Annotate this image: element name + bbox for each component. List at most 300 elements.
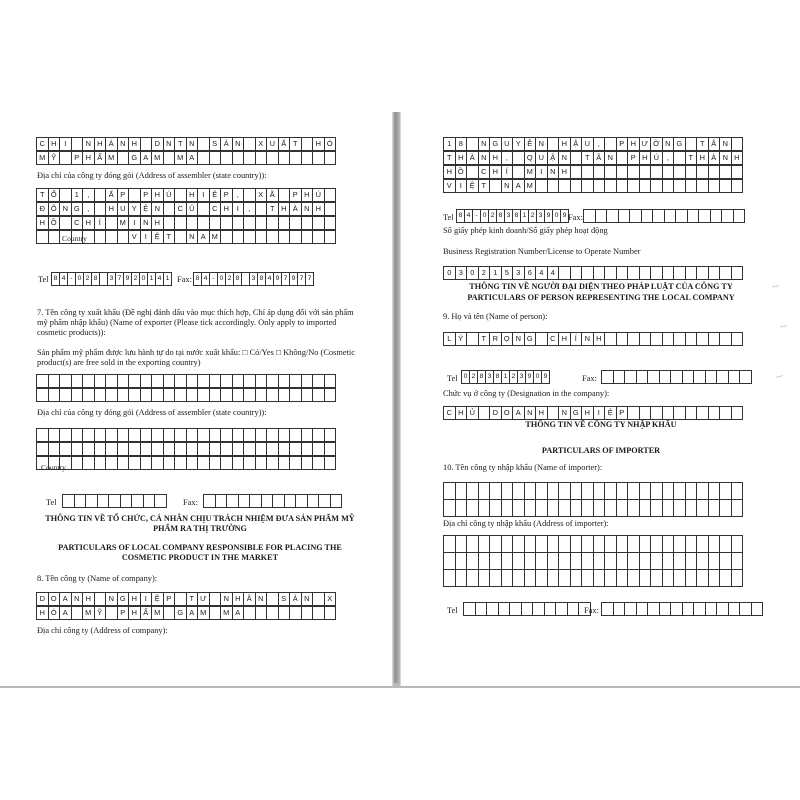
grid-cell: O: [501, 406, 514, 420]
grid-cell: [731, 332, 744, 346]
grid-cell: H: [489, 151, 502, 165]
address-grid-3: [443, 165, 742, 179]
grid-cell: 0: [533, 370, 542, 384]
grid-cell: 3: [249, 272, 258, 286]
grid-cell: C: [547, 332, 560, 346]
grid-cell: 3: [517, 370, 526, 384]
grid-cell: Â: [708, 137, 721, 151]
grid-cell: 2: [225, 272, 234, 286]
grid-cell: H: [82, 592, 95, 606]
grid-cell: À: [708, 151, 721, 165]
company-grid-1: [36, 592, 335, 606]
grid-cell: [739, 370, 752, 384]
grid-cell: P: [117, 188, 130, 202]
heading-local-company-vn: THÔNG TIN VỀ TỔ CHỨC, CÁ NHÂN CHỊU TRÁCH NHIỆM ĐƯA SẢN PHẨM MỸ PHẨM RA THỊ TRƯỜNG: [45, 514, 355, 533]
grid-cell: Ả: [289, 592, 302, 606]
grid-cell: M: [524, 179, 537, 193]
grid-cell: 4: [547, 266, 560, 280]
grid-cell: [324, 216, 337, 230]
grid-cell: 6: [524, 266, 537, 280]
grid-cell: Ệ: [151, 230, 164, 244]
tel-label: Tel: [38, 275, 49, 284]
grid-cell: H: [581, 406, 594, 420]
grid-cell: 3: [485, 370, 494, 384]
grid-cell: M: [105, 151, 118, 165]
grid-cell: N: [478, 151, 491, 165]
exporter-grid-1: [36, 374, 335, 388]
grid-cell: G: [128, 151, 141, 165]
grid-cell: H: [82, 216, 95, 230]
grid-cell: U: [117, 202, 130, 216]
grid-cell: S: [278, 592, 291, 606]
grid-cell: N: [512, 332, 525, 346]
grid-cell: Ỹ: [48, 151, 61, 165]
company-name-grid-1: [36, 137, 335, 151]
grid-cell: Ú: [650, 151, 663, 165]
grid-cell: [731, 406, 744, 420]
grid-cell: 0: [443, 266, 456, 280]
grid-cell: H: [443, 165, 456, 179]
grid-cell: M: [82, 606, 95, 620]
grid-cell: 9: [560, 209, 569, 223]
grid-cell: T: [289, 137, 302, 151]
grid-cell: H: [48, 137, 61, 151]
grid-cell: A: [197, 230, 210, 244]
grid-cell: H: [558, 165, 571, 179]
grid-cell: 0: [466, 266, 479, 280]
grid-cell: 0: [75, 272, 84, 286]
grid-cell: 4: [535, 266, 548, 280]
address-grid-2: [443, 151, 742, 165]
tel-label-2: Tel: [46, 498, 57, 507]
importer-grid-1: [443, 482, 742, 500]
grid-cell: 3: [512, 266, 525, 280]
grid-cell: T: [478, 179, 491, 193]
grid-cell: N: [186, 137, 199, 151]
grid-cell: 3: [107, 272, 116, 286]
item7-label: 7. Tên công ty xuất khẩu (Đề nghị đánh dấu vào mục thích hợp, Chỉ áp dụng đối với sản phẩm mỹ phẩm nhập khẩu) (Name of exporter (Please tick accordingly. Only apply to imported cosmetic products)):: [37, 308, 354, 337]
grid-cell: 3: [536, 209, 545, 223]
grid-cell: H: [151, 216, 164, 230]
grid-cell: G: [174, 606, 187, 620]
grid-cell: 0: [217, 272, 226, 286]
grid-cell: 1: [163, 272, 172, 286]
grid-cell: H: [593, 332, 606, 346]
grid-cell: 2: [83, 272, 92, 286]
grid-cell: N: [71, 592, 84, 606]
grid-cell: 3: [455, 266, 468, 280]
heading-importer-en: PARTICULARS OF IMPORTER: [541, 446, 661, 455]
grid-cell: 2: [469, 370, 478, 384]
grid-cell: N: [151, 202, 164, 216]
grid-cell: N: [535, 137, 548, 151]
grid-cell: 1: [443, 137, 456, 151]
grid-cell: V: [443, 179, 456, 193]
fax-label-2: Fax:: [183, 498, 198, 507]
grid-cell: A: [186, 606, 199, 620]
assembler-address-label-2: Địa chỉ của công ty đóng gói (Address of assembler (state country)):: [37, 408, 267, 417]
grid-cell: X: [324, 592, 337, 606]
grid-cell: Ô: [48, 202, 61, 216]
grid-cell: M: [117, 216, 130, 230]
grid-cell: P: [289, 188, 302, 202]
company-grid-2: [36, 606, 335, 620]
grid-cell: ,: [662, 151, 675, 165]
grid-cell: 8: [257, 272, 266, 286]
fax-label: Fax:: [177, 275, 192, 284]
grid-cell: ,: [243, 202, 256, 216]
grid-cell: A: [512, 406, 525, 420]
grid-cell: H: [232, 592, 245, 606]
grid-cell: N: [719, 151, 732, 165]
grid-cell: 8: [496, 209, 505, 223]
grid-cell: 8: [477, 370, 486, 384]
grid-cell: Ấ: [105, 188, 118, 202]
grid-cell: H: [312, 137, 325, 151]
license-grid: [443, 266, 742, 280]
grid-cell: H: [731, 151, 744, 165]
grid-cell: C: [71, 216, 84, 230]
grid-cell: H: [36, 606, 49, 620]
item9-label: 9. Họ và tên (Name of person):: [443, 312, 548, 321]
grid-cell: T: [478, 332, 491, 346]
grid-cell: N: [501, 179, 514, 193]
grid-cell: Ư: [639, 137, 652, 151]
grid-cell: Ấ: [278, 137, 291, 151]
grid-cell: G: [570, 406, 583, 420]
grid-cell: A: [186, 151, 199, 165]
scan-background: [0, 688, 800, 800]
grid-cell: T: [163, 230, 176, 244]
grid-cell: U: [266, 137, 279, 151]
grid-cell: N: [186, 230, 199, 244]
fax-label-right: Fax:: [568, 213, 583, 222]
grid-cell: T: [443, 151, 456, 165]
grid-cell: Ệ: [604, 406, 617, 420]
grid-cell: [330, 494, 343, 508]
grid-cell: N: [117, 137, 130, 151]
grid-cell: Ả: [220, 137, 233, 151]
fax-label-right-3: Fax:: [584, 606, 599, 615]
grid-cell: C: [174, 202, 187, 216]
grid-cell: Ồ: [455, 165, 468, 179]
grid-cell: A: [232, 606, 245, 620]
country-label: Country: [62, 234, 87, 243]
heading-importer-vn: THÔNG TIN VỀ CÔNG TY NHẬP KHẨU: [525, 420, 677, 429]
grid-cell: 8: [512, 209, 521, 223]
grid-cell: 1: [147, 272, 156, 286]
grid-cell: [324, 606, 337, 620]
grid-cell: 4: [464, 209, 473, 223]
grid-cell: H: [696, 151, 709, 165]
grid-cell: A: [512, 179, 525, 193]
grid-cell: P: [117, 606, 130, 620]
grid-cell: T: [266, 202, 279, 216]
grid-cell: C: [443, 406, 456, 420]
page-gutter: [392, 112, 400, 686]
grid-cell: T: [685, 151, 698, 165]
grid-cell: H: [312, 202, 325, 216]
grid-cell: H: [128, 606, 141, 620]
grid-cell: Á: [105, 137, 118, 151]
left-page: [0, 112, 393, 686]
heading-representative-en: PARTICULARS OF PERSON REPRESENTING THE LOCAL COMPANY: [467, 293, 735, 302]
grid-cell: Y: [512, 137, 525, 151]
grid-cell: N: [558, 151, 571, 165]
grid-cell: 8: [193, 272, 202, 286]
grid-cell: P: [163, 592, 176, 606]
grid-cell: 8: [455, 137, 468, 151]
assembler-address-grid-1: [36, 188, 335, 202]
grid-cell: A: [59, 606, 72, 620]
heading-local-company-en: PARTICULARS OF LOCAL COMPANY RESPONSIBLE FOR PLACING THE COSMETIC PRODUCT IN THE MARKET: [58, 543, 342, 562]
grid-cell: 8: [233, 272, 242, 286]
grid-cell: A: [59, 592, 72, 606]
grid-cell: H: [186, 188, 199, 202]
assembler-address-label: Địa chỉ của công ty đóng gói (Address of assembler (state country)):: [37, 171, 267, 180]
grid-cell: Ú: [163, 188, 176, 202]
grid-cell: T: [174, 137, 187, 151]
grid-cell: 7: [305, 272, 314, 286]
grid-cell: C: [478, 165, 491, 179]
grid-cell: Ó: [324, 137, 337, 151]
importer-address-label: Địa chỉ công ty nhập khẩu (Address of importer):: [443, 519, 609, 528]
grid-cell: M: [36, 151, 49, 165]
grid-cell: [731, 535, 744, 553]
grid-cell: H: [151, 188, 164, 202]
grid-cell: H: [627, 137, 640, 151]
grid-cell: Ú: [312, 188, 325, 202]
grid-cell: ,: [232, 188, 245, 202]
grid-cell: 9: [273, 272, 282, 286]
grid-cell: I: [128, 216, 141, 230]
grid-cell: [324, 188, 337, 202]
address-grid-4: [443, 179, 742, 193]
tel-label-right-3: Tel: [447, 606, 458, 615]
grid-cell: 5: [501, 266, 514, 280]
grid-cell: H: [455, 151, 468, 165]
grid-cell: Í: [501, 165, 514, 179]
grid-cell: I: [232, 202, 245, 216]
grid-cell: I: [59, 137, 72, 151]
company-address-label: Địa chỉ công ty (Address of company):: [37, 626, 168, 635]
address-grid-1: [443, 137, 742, 151]
heading-representative-vn: THÔNG TIN VỀ NGƯỜI ĐẠI DIỆN THEO PHÁP LUẬT CỦA CÔNG TY: [469, 282, 733, 291]
grid-cell: 7: [297, 272, 306, 286]
grid-cell: H: [220, 202, 233, 216]
grid-cell: I: [140, 592, 153, 606]
grid-cell: S: [209, 137, 222, 151]
grid-cell: V: [128, 230, 141, 244]
grid-cell: H: [94, 137, 107, 151]
grid-cell: 2: [509, 370, 518, 384]
grid-cell: H: [105, 202, 118, 216]
grid-cell: À: [466, 151, 479, 165]
grid-cell: N: [524, 406, 537, 420]
grid-cell: N: [662, 137, 675, 151]
grid-cell: 8: [493, 370, 502, 384]
grid-cell: H: [535, 406, 548, 420]
grid-cell: T: [581, 151, 594, 165]
grid-cell: 2: [528, 209, 537, 223]
stamp-mark-3: ⌇: [774, 373, 784, 380]
grid-cell: H: [455, 406, 468, 420]
grid-cell: A: [140, 151, 153, 165]
grid-cell: 8: [91, 272, 100, 286]
grid-cell: U: [501, 137, 514, 151]
grid-cell: N: [255, 592, 268, 606]
fax-grid-2: [203, 494, 341, 508]
grid-cell: M: [524, 165, 537, 179]
grid-cell: [731, 179, 744, 193]
right-page: [400, 112, 800, 686]
grid-cell: H: [558, 332, 571, 346]
grid-cell: Ờ: [650, 137, 663, 151]
grid-cell: N: [547, 165, 560, 179]
grid-cell: H: [639, 151, 652, 165]
grid-cell: G: [673, 137, 686, 151]
grid-cell: N: [163, 137, 176, 151]
grid-cell: N: [82, 137, 95, 151]
grid-cell: [731, 499, 744, 517]
grid-cell: 1: [501, 370, 510, 384]
grid-cell: 9: [123, 272, 132, 286]
tel-label-right: Tel: [443, 213, 454, 222]
grid-cell: -: [472, 209, 481, 223]
grid-cell: 1: [489, 266, 502, 280]
fax-grid-right-2: [601, 370, 751, 384]
grid-cell: N: [301, 202, 314, 216]
grid-cell: H: [489, 165, 502, 179]
grid-cell: I: [455, 179, 468, 193]
grid-cell: Ó: [48, 606, 61, 620]
grid-cell: M: [151, 151, 164, 165]
grid-cell: I: [535, 165, 548, 179]
grid-cell: 0: [461, 370, 470, 384]
grid-cell: 2: [131, 272, 140, 286]
grid-cell: 0: [139, 272, 148, 286]
grid-cell: D: [36, 592, 49, 606]
grid-cell: [731, 266, 744, 280]
grid-cell: Ư: [197, 592, 210, 606]
grid-cell: P: [140, 188, 153, 202]
fax-label-right-2: Fax:: [582, 374, 597, 383]
grid-cell: 1: [71, 188, 84, 202]
grid-cell: X: [255, 188, 268, 202]
tel-grid-right-2: [461, 370, 549, 384]
grid-cell: M: [174, 151, 187, 165]
designation-grid: [443, 406, 742, 420]
grid-cell: N: [59, 202, 72, 216]
grid-cell: G: [489, 137, 502, 151]
grid-cell: I: [197, 188, 210, 202]
grid-cell: T: [696, 137, 709, 151]
grid-cell: M: [209, 230, 222, 244]
grid-cell: 3: [504, 209, 513, 223]
grid-cell: -: [209, 272, 218, 286]
grid-cell: Â: [593, 151, 606, 165]
grid-cell: Ệ: [140, 202, 153, 216]
grid-cell: G: [71, 202, 84, 216]
tel-grid: [51, 272, 171, 286]
exporter-grid-2: [36, 388, 335, 402]
license-label: Số giấy phép kinh doanh/Số giấy phép hoạt động: [443, 226, 608, 235]
grid-cell: [731, 482, 744, 500]
grid-cell: [731, 569, 744, 587]
grid-cell: Ệ: [466, 179, 479, 193]
grid-cell: 2: [488, 209, 497, 223]
grid-cell: Y: [128, 202, 141, 216]
grid-cell: [731, 552, 744, 570]
grid-cell: H: [128, 137, 141, 151]
grid-cell: Ổ: [48, 188, 61, 202]
grid-cell: ,: [82, 202, 95, 216]
grid-cell: C: [209, 202, 222, 216]
stamp-mark-2: ⌇: [778, 323, 788, 330]
free-sale-text: Sản phẩm mỹ phẩm được lưu hành tự do tại nước xuất khẩu: □ Có/Yes □ Không/No (Cosmetic product(s) are free sold in the exporting country): [37, 348, 355, 367]
assembler-address-grid-3: [36, 216, 335, 230]
fax-grid-right-3: [601, 602, 762, 616]
tel-grid-2: [62, 494, 166, 508]
grid-cell: H: [128, 592, 141, 606]
assembler2-grid-1: [36, 428, 335, 442]
importer-address-grid-2: [443, 552, 742, 570]
importer-grid-2: [443, 499, 742, 517]
grid-cell: Ễ: [524, 137, 537, 151]
grid-cell: P: [616, 137, 629, 151]
grid-cell: D: [489, 406, 502, 420]
grid-cell: [324, 202, 337, 216]
grid-cell: U: [535, 151, 548, 165]
grid-cell: [324, 374, 337, 388]
grid-cell: 7: [115, 272, 124, 286]
grid-cell: P: [616, 406, 629, 420]
grid-cell: 0: [480, 209, 489, 223]
grid-cell: [324, 456, 337, 470]
grid-cell: Q: [524, 151, 537, 165]
grid-cell: ,: [593, 137, 606, 151]
tel-grid-right: [456, 209, 568, 223]
grid-cell: G: [524, 332, 537, 346]
grid-cell: Ọ: [501, 332, 514, 346]
importer-address-grid-3: [443, 569, 742, 587]
grid-cell: Ẩ: [94, 151, 107, 165]
grid-cell: 8: [456, 209, 465, 223]
grid-cell: H: [301, 188, 314, 202]
importer-address-grid-1: [443, 535, 742, 553]
grid-cell: Â: [243, 592, 256, 606]
grid-cell: 4: [201, 272, 210, 286]
grid-cell: Ý: [455, 332, 468, 346]
grid-cell: P: [71, 151, 84, 165]
grid-cell: P: [627, 151, 640, 165]
grid-cell: N: [220, 592, 233, 606]
grid-cell: 4: [59, 272, 68, 286]
grid-cell: Ệ: [209, 188, 222, 202]
grid-cell: X: [255, 137, 268, 151]
grid-cell: H: [558, 137, 571, 151]
grid-cell: 4: [155, 272, 164, 286]
grid-cell: 9: [544, 209, 553, 223]
grid-cell: 2: [478, 266, 491, 280]
grid-cell: Í: [94, 216, 107, 230]
grid-cell: 9: [289, 272, 298, 286]
assembler-address-grid-2: [36, 202, 335, 216]
grid-cell: M: [220, 606, 233, 620]
grid-cell: M: [151, 606, 164, 620]
grid-cell: Ệ: [151, 592, 164, 606]
grid-cell: R: [489, 332, 502, 346]
